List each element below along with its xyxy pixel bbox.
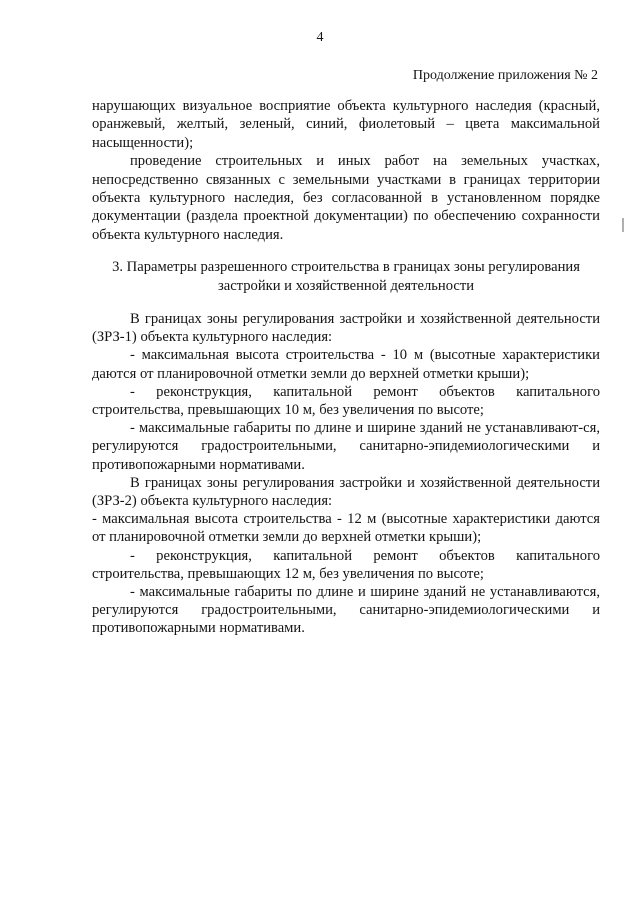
page-number: 4: [316, 30, 324, 45]
zrz2-item-1: - максимальная высота строительства - 12 м (высотные характеристики даются от планировочной отметки земли до верхней отметки крыши);: [92, 511, 600, 546]
zrz2-item-2: - реконструкция, капитальной ремонт объектов капитального строительства, превышающих 12 м, без увеличения по высоте;: [92, 547, 600, 582]
zrz1-intro: В границах зоны регулирования застройки и хозяйственной деятельности (ЗРЗ-1) объекта культурного наследия:: [92, 311, 600, 346]
zrz1-item-1: - максимальная высота строительства - 10 м (высотные характеристики даются от планировочной отметки земли до верхней отметки крыши);: [92, 347, 600, 382]
intro-paragraph-1: нарушающих визуальное восприятие объекта культурного наследия (красный, оранжевый, желтый, зеленый, синий, фиолетовый – цвета максимальной насыщенности);: [92, 98, 600, 151]
intro-text: [92, 97, 600, 244]
zrz1-item-3: - максимальные габариты по длине и ширине зданий не устанавливают-ся, регулируются градостроительными, санитарно-эпидемиологическими и противопожарными нормативами.: [92, 420, 600, 473]
appendix-note: Продолжение приложения № 2: [412, 68, 598, 83]
zrz2-intro: В границах зоны регулирования застройки и хозяйственной деятельности (ЗРЗ-2) объекта культурного наследия:: [92, 474, 600, 510]
zrz2-item-3: - максимальные габариты по длине и ширине зданий не устанавливаются, регулируются градостроительными, санитарно-эпидемиологическими и противопожарными нормативами.: [92, 584, 600, 637]
zones-text: [92, 310, 600, 638]
intro-paragraph-2: проведение строительных и иных работ на земельных участках, непосредственно связанных с земельными участками в границах территории объекта культурного наследия, без согласованной в установленном порядке документации (раздела проектной документации) по обеспечению сохранности объекта культурного наследия.: [92, 153, 600, 243]
zrz1-item-2: - реконструкция, капитальной ремонт объектов капитального строительства, превышающих 10 м, без увеличения по высоте;: [92, 383, 600, 419]
margin-mark: [622, 218, 624, 232]
section-heading: 3. Параметры разрешенного строительства в границах зоны регулирования застройки и хозяйственной деятельности: [112, 259, 580, 294]
